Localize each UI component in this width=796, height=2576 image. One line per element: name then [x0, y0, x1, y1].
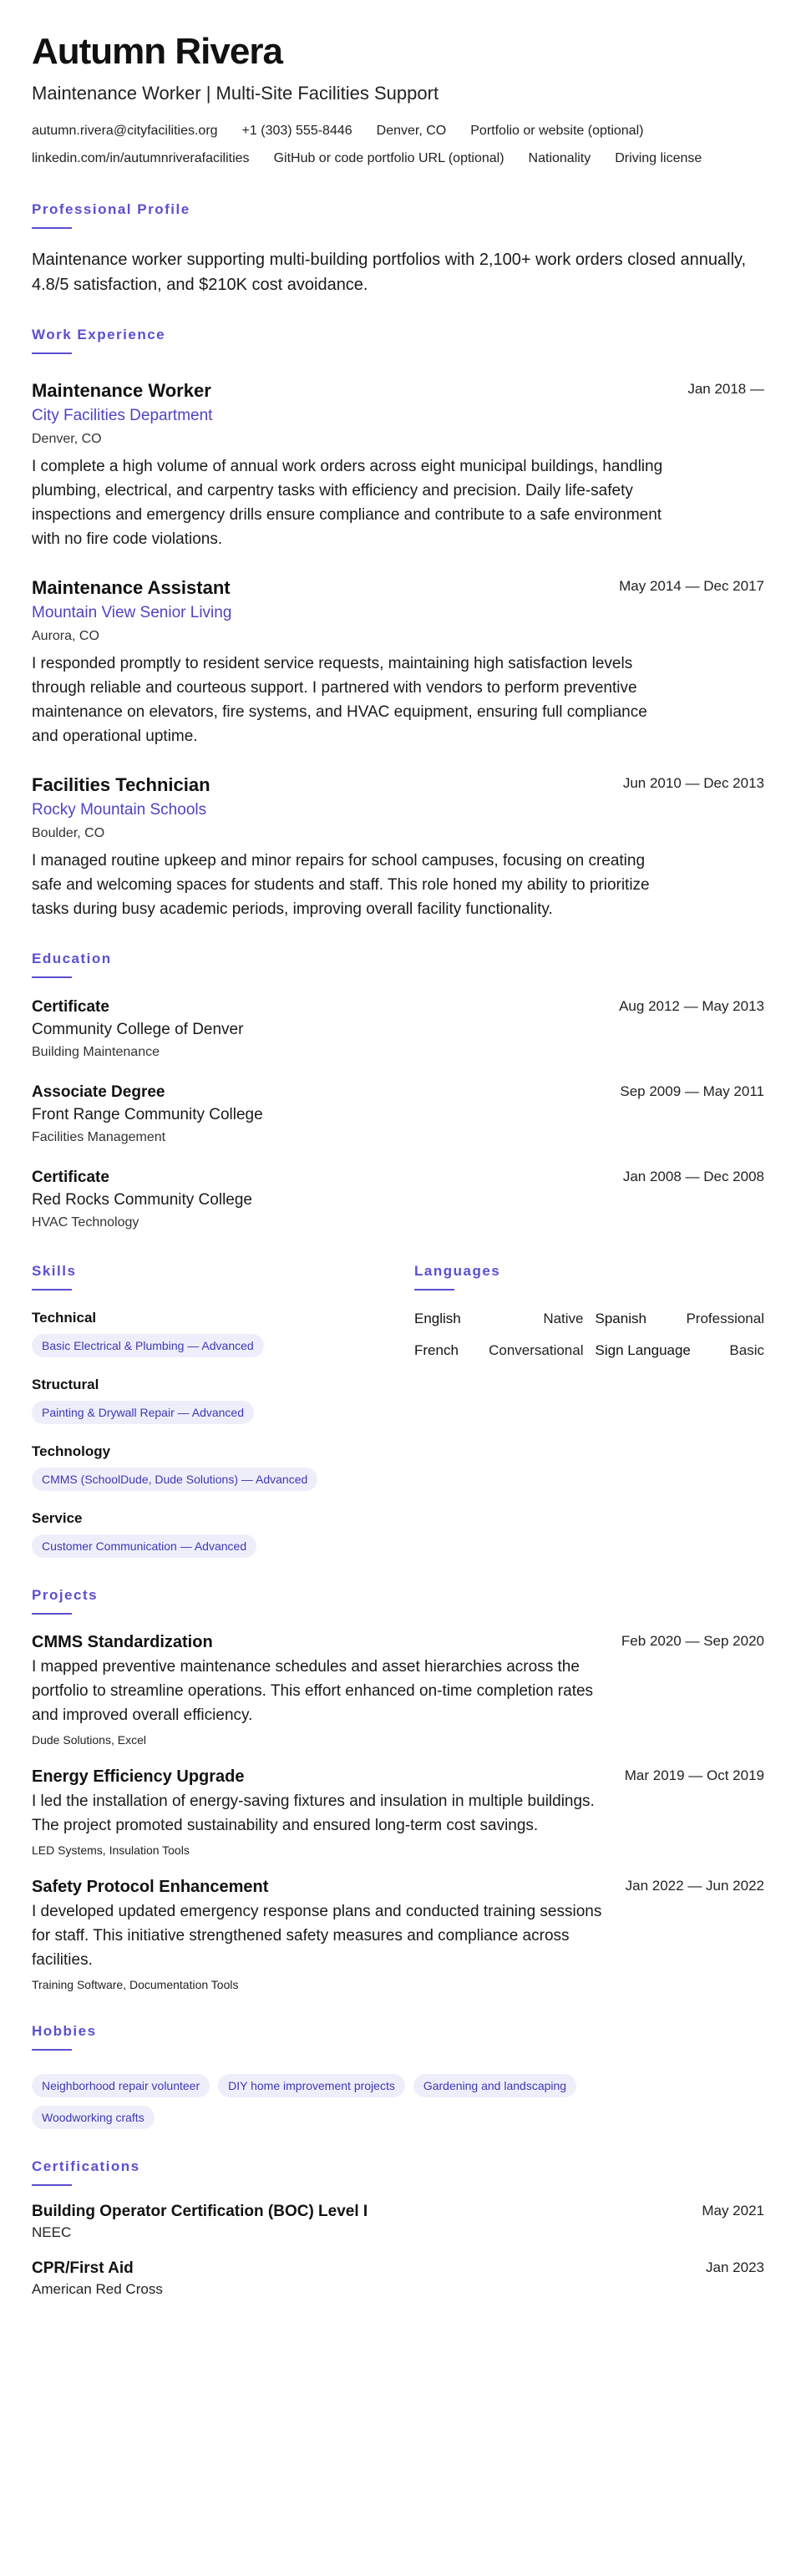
- section-title: Certifications: [32, 2158, 140, 2174]
- job-title: Maintenance Assistant: [32, 577, 231, 598]
- school: Front Range Community College: [32, 1106, 263, 1123]
- certification-entry: [32, 2201, 764, 2243]
- language-list: [414, 1309, 764, 1361]
- field-of-study: Facilities Management: [32, 1130, 166, 1144]
- header: [32, 30, 764, 172]
- skill-chip: Painting & Drywall Repair — Advanced: [32, 1401, 254, 1424]
- job-description: I complete a high volume of annual work orders across eight municipal buildings, handling plumbing, electrical, and carpentry tasks with efficiency and precision. Daily life-safety inspections and emergency drills ensure compliance and contribute to a safe environment with no fire code violations.: [32, 458, 663, 548]
- job-title: Facilities Technician: [32, 774, 210, 795]
- education-entry: [32, 996, 764, 1063]
- certification-issuer: American Red Cross: [32, 2281, 163, 2297]
- education-section: [32, 950, 764, 1234]
- education-dates: Jan 2008 — Dec 2008: [622, 1169, 764, 1184]
- skill-chip: Basic Electrical & Plumbing — Advanced: [32, 1334, 264, 1357]
- skill-chip: Customer Communication — Advanced: [32, 1534, 256, 1558]
- project-dates: Jan 2022 — Jun 2022: [625, 1878, 764, 1894]
- experience-entry: [32, 773, 764, 921]
- language-level: Professional: [686, 1311, 764, 1326]
- headline: Maintenance Worker | Multi-Site Facilities Support: [32, 83, 439, 104]
- profile-section: [32, 200, 764, 297]
- education-entry: [32, 1167, 764, 1234]
- skill-group: [32, 1443, 414, 1491]
- job-location: Denver, CO: [32, 432, 102, 446]
- certification-name: Building Operator Certification (BOC) Level I: [32, 2203, 368, 2220]
- language-item: [596, 1309, 765, 1329]
- hobby-chip: Woodworking crafts: [32, 2106, 155, 2129]
- section-divider: [32, 2184, 72, 2186]
- project-description: I developed updated emergency response plans and conducted training sessions for staff. This initiative strengthened safety measures and compliance across facilities.: [32, 1903, 602, 1969]
- skill-chip: CMMS (SchoolDude, Dude Solutions) — Advanced: [32, 1468, 317, 1491]
- language-item: [596, 1341, 765, 1361]
- project-name: Energy Efficiency Upgrade: [32, 1767, 245, 1786]
- contact-location: Denver, CO: [376, 124, 447, 138]
- hobby-chip: Neighborhood repair volunteer: [32, 2074, 210, 2097]
- employer: City Facilities Department: [32, 407, 213, 424]
- job-title: Maintenance Worker: [32, 380, 211, 401]
- section-title: Work Experience: [32, 327, 166, 342]
- section-divider: [414, 1289, 454, 1291]
- languages-section: [414, 1262, 764, 1558]
- skill-category: Technical: [32, 1310, 97, 1326]
- section-title: Education: [32, 951, 112, 966]
- contact-portfolio[interactable]: Portfolio or website (optional): [470, 124, 644, 138]
- certification-entry: [32, 2258, 764, 2300]
- contact-list: [32, 117, 767, 172]
- school: Community College of Denver: [32, 1021, 244, 1038]
- section-title: Hobbies: [32, 2023, 97, 2039]
- field-of-study: HVAC Technology: [32, 1215, 139, 1230]
- project-dates: Feb 2020 — Sep 2020: [621, 1633, 764, 1649]
- projects-section: [32, 1586, 764, 1994]
- project-tech: Training Software, Documentation Tools: [32, 1978, 239, 1991]
- section-title: Projects: [32, 1587, 99, 1603]
- job-dates: Jun 2010 — Dec 2013: [622, 775, 764, 791]
- contact-email[interactable]: autumn.rivera@cityfacilities.org: [32, 124, 218, 138]
- hobby-chip: Gardening and landscaping: [413, 2074, 576, 2097]
- section-divider: [32, 227, 72, 229]
- contact-github[interactable]: GitHub or code portfolio URL (optional): [273, 151, 504, 165]
- language-name: English: [414, 1311, 461, 1326]
- project-description: I led the installation of energy-saving fixtures and insulation in multiple buildings. The project promoted sustainability and ensured long-term cost savings.: [32, 1793, 595, 1834]
- section-divider: [32, 1613, 72, 1615]
- candidate-name: Autumn Rivera: [32, 31, 282, 72]
- profile-summary: Maintenance worker supporting multi-building portfolios with 2,100+ work orders closed annually, 4.8/5 satisfaction, and $210K cost avoidance.: [32, 251, 747, 294]
- contact-driving-license: Driving license: [615, 151, 702, 165]
- skill-group: [32, 1509, 414, 1558]
- degree: Certificate: [32, 998, 109, 1016]
- skills-languages-row: [32, 1262, 764, 1558]
- certification-date: May 2021: [702, 2203, 764, 2219]
- experience-entry: [32, 576, 764, 748]
- certifications-section: [32, 2158, 764, 2300]
- language-level: Native: [543, 1311, 584, 1326]
- project-name: Safety Protocol Enhancement: [32, 1878, 269, 1896]
- employer: Mountain View Senior Living: [32, 604, 232, 621]
- experience-section: [32, 326, 764, 921]
- language-name: French: [414, 1342, 459, 1358]
- project-entry: [32, 1766, 764, 1859]
- certification-issuer: NEEC: [32, 2224, 72, 2240]
- language-level: Basic: [729, 1342, 764, 1358]
- project-description: I mapped preventive maintenance schedules and asset hierarchies across the portfolio to streamline operations. This effort enhanced on-time completion rates and improved overall efficiency.: [32, 1658, 594, 1724]
- language-level: Conversational: [489, 1342, 584, 1358]
- job-location: Aurora, CO: [32, 629, 99, 643]
- hobby-chip: DIY home improvement projects: [218, 2074, 405, 2097]
- skill-category: Technology: [32, 1443, 111, 1459]
- field-of-study: Building Maintenance: [32, 1045, 160, 1059]
- project-tech: Dude Solutions, Excel: [32, 1733, 146, 1747]
- skill-category: Service: [32, 1510, 83, 1526]
- section-title: Languages: [414, 1263, 501, 1279]
- section-title: Skills: [32, 1263, 77, 1279]
- project-tech: LED Systems, Insulation Tools: [32, 1843, 190, 1857]
- hobby-list: [32, 2066, 683, 2129]
- section-title: Professional Profile: [32, 201, 190, 217]
- contact-nationality: Nationality: [528, 151, 591, 165]
- project-entry: [32, 1876, 764, 1994]
- language-item: [414, 1341, 584, 1361]
- language-name: Sign Language: [595, 1342, 691, 1358]
- education-dates: Aug 2012 — May 2013: [619, 998, 764, 1014]
- skills-section: [32, 1262, 414, 1558]
- language-name: Spanish: [595, 1311, 646, 1326]
- employer: Rocky Mountain Schools: [32, 801, 207, 819]
- section-divider: [32, 2049, 72, 2051]
- job-description: I managed routine upkeep and minor repairs for school campuses, focusing on creating safe and welcoming spaces for students and staff. This role honed my ability to prioritize tasks during busy academic periods, improving overall facility functionality.: [32, 852, 650, 918]
- contact-linkedin[interactable]: linkedin.com/in/autumnriverafacilities: [32, 151, 250, 165]
- section-divider: [32, 352, 72, 354]
- skill-category: Structural: [32, 1377, 99, 1392]
- job-dates: Jan 2018 —: [687, 381, 764, 397]
- certification-name: CPR/First Aid: [32, 2259, 134, 2277]
- section-divider: [32, 1289, 72, 1291]
- degree: Certificate: [32, 1169, 109, 1186]
- job-description: I responded promptly to resident service requests, maintaining high satisfaction levels through reliable and courteous support. I partnered with vendors to perform preventive maintenance on elevators, fire systems, and HVAC equipment, ensuring full compliance and operational uptime.: [32, 655, 647, 745]
- education-entry: [32, 1082, 764, 1149]
- section-divider: [32, 976, 72, 978]
- contact-phone[interactable]: +1 (303) 555-8446: [241, 124, 352, 138]
- job-dates: May 2014 — Dec 2017: [619, 578, 764, 594]
- degree: Associate Degree: [32, 1083, 165, 1101]
- skill-group: [32, 1309, 414, 1357]
- job-location: Boulder, CO: [32, 826, 105, 840]
- project-entry: [32, 1631, 764, 1749]
- education-dates: Sep 2009 — May 2011: [620, 1083, 764, 1099]
- project-name: CMMS Standardization: [32, 1633, 213, 1651]
- project-dates: Mar 2019 — Oct 2019: [624, 1767, 764, 1783]
- skill-group: [32, 1376, 414, 1424]
- certification-date: Jan 2023: [706, 2259, 764, 2275]
- language-item: [414, 1309, 584, 1329]
- hobbies-section: [32, 2022, 764, 2129]
- school: Red Rocks Community College: [32, 1191, 252, 1209]
- experience-entry: [32, 379, 764, 551]
